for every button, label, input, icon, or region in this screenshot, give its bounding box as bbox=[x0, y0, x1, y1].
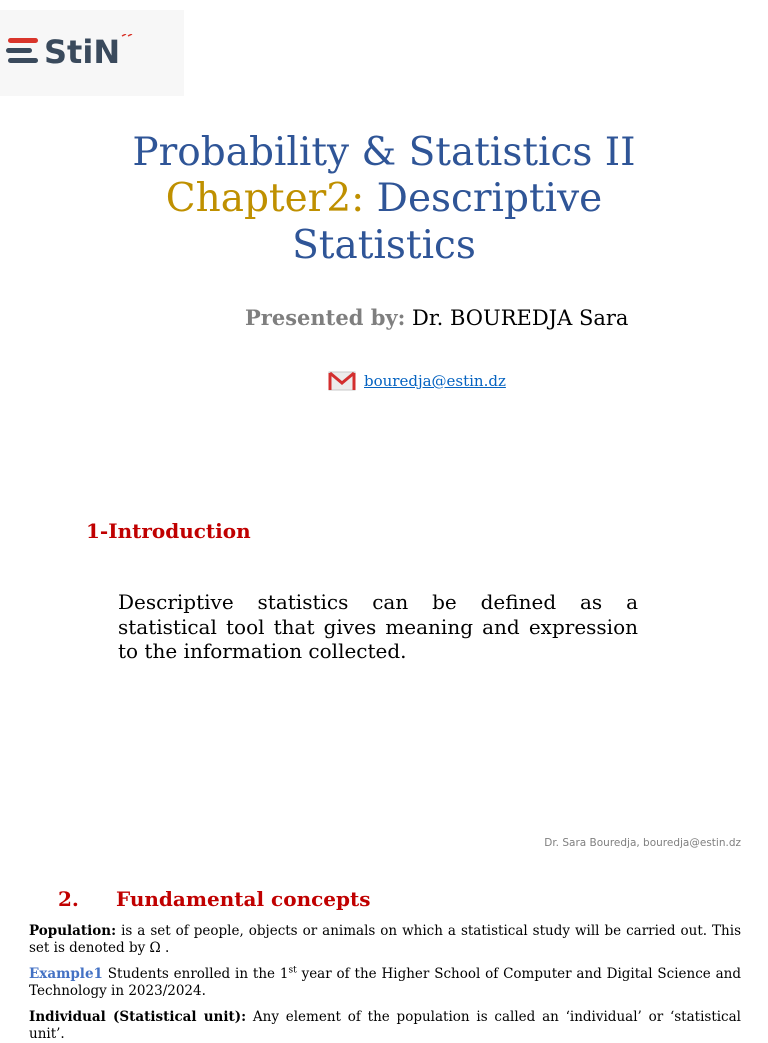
svg-text:StiN: StiN bbox=[44, 34, 121, 70]
section-heading bbox=[58, 887, 371, 911]
chapter-title: Descriptive bbox=[364, 176, 603, 221]
presenter-name: Dr. BOUREDJA Sara bbox=[405, 306, 629, 330]
slide-footer: Dr. Sara Bouredja, bouredja@estin.dz bbox=[544, 837, 741, 849]
section-number: 2. bbox=[58, 887, 79, 911]
logo bbox=[0, 10, 184, 96]
intro-paragraph: Descriptive statistics can be defined as a statistical tool that gives meaning and expression to the information collected. bbox=[118, 590, 638, 663]
presenter bbox=[245, 305, 628, 330]
section-title: Fundamental concepts bbox=[116, 887, 371, 911]
title-line-2 bbox=[0, 176, 768, 222]
contact-row bbox=[328, 370, 506, 392]
population-label: Population: bbox=[29, 923, 117, 939]
example-text-b: year of the Higher School of Computer and Digital Science and Technology in 2023/2024. bbox=[29, 966, 741, 999]
presenter-label: Presented by: bbox=[245, 305, 406, 330]
individual-definition bbox=[29, 1009, 741, 1043]
intro-heading: 1-Introduction bbox=[86, 519, 251, 543]
chapter-label: Chapter2: bbox=[165, 176, 365, 221]
example-text-a: Students enrolled in the 1 bbox=[102, 966, 289, 982]
example-label: Example1 bbox=[29, 966, 103, 982]
mail-icon bbox=[328, 370, 356, 392]
estin-logo-icon bbox=[6, 34, 180, 70]
email-link[interactable]: bouredja@estin.dz bbox=[364, 372, 506, 390]
title-line-1: Probability & Statistics II bbox=[132, 130, 636, 175]
individual-label: Individual (Statistical unit): bbox=[29, 1009, 247, 1025]
title-line-3: Statistics bbox=[292, 223, 476, 268]
population-definition bbox=[29, 923, 741, 957]
individual-text: Any element of the population is called an ‘individual’ or ‘statistical unit’. bbox=[29, 1009, 741, 1042]
example-1 bbox=[29, 966, 741, 1000]
population-text: is a set of people, objects or animals on which a statistical study will be carried out. This set is denoted by Ω . bbox=[29, 923, 741, 956]
example-sup: st bbox=[288, 965, 297, 976]
